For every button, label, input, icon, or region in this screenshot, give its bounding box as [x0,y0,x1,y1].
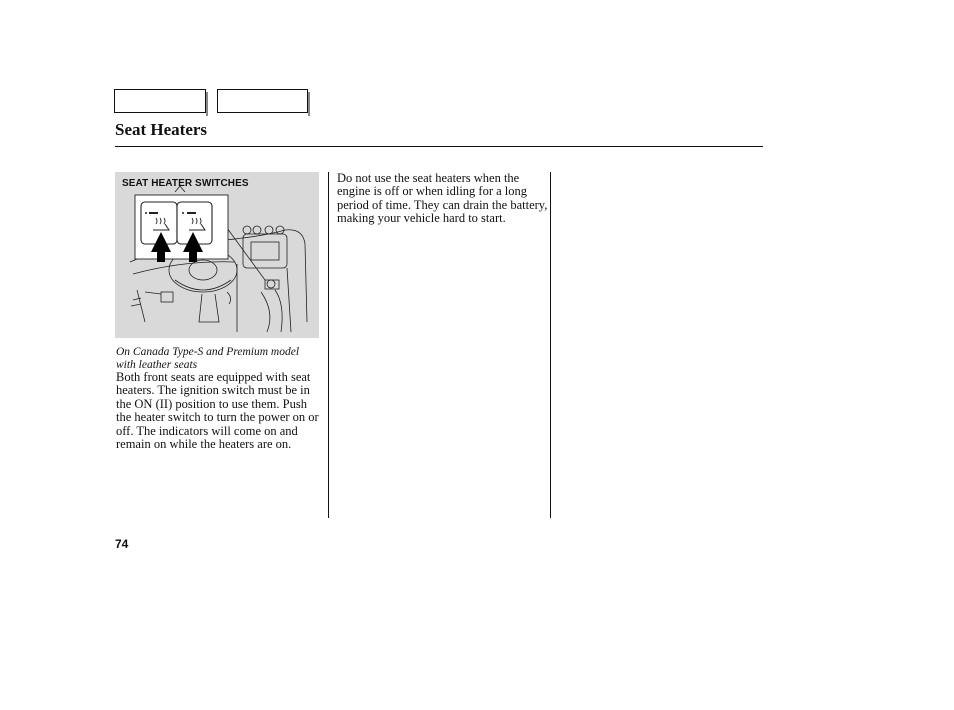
page-title: Seat Heaters [115,120,208,139]
applicability-note: On Canada Type-S and Premium model with leather seats [116,346,300,371]
previous-section-button[interactable] [114,89,206,113]
next-section-button[interactable] [217,89,308,113]
page-number: 74 [115,537,129,551]
body-paragraph-middle: Do not use the seat heaters when the engine is off or when idling for a long period of time. They can drain the battery, making your vehicle hard to start. [337,171,548,226]
column-divider-2 [550,172,551,518]
body-paragraph-left: Both front seats are equipped with seat heaters. The ignition switch must be in the ON (II) position to use them. Push the heater switch to turn the power on or off. The indicators will come on and remain on while the heaters are on. [116,370,319,452]
seat-heater-figure [115,172,319,338]
title-divider [115,146,763,147]
figure-caption: SEAT HEATER SWITCHES [122,178,249,189]
column-divider-1 [328,172,329,518]
dashboard-illustration [115,172,319,338]
